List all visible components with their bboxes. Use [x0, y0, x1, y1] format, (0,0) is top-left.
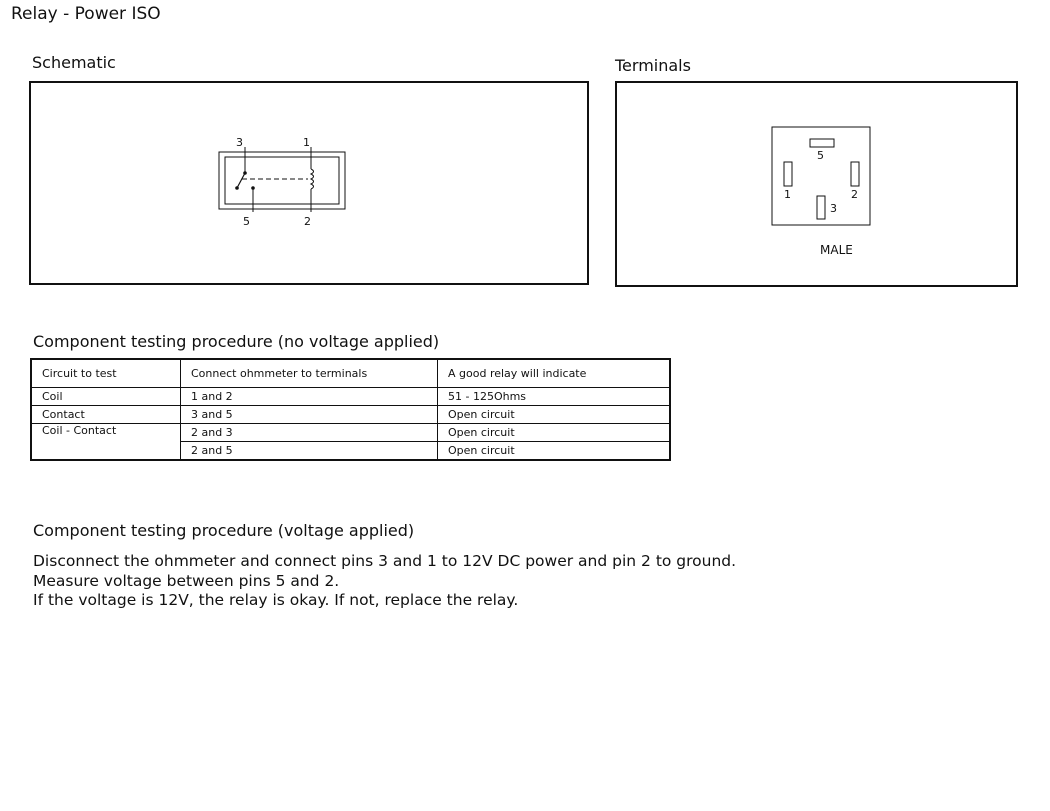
terminal-5-blade: [810, 139, 834, 147]
indication-cell: Open circuit: [438, 406, 671, 424]
schematic-pin-3-label: 3: [236, 136, 243, 149]
terminal-3-label: 3: [830, 202, 837, 215]
column-header-circuit: Circuit to test: [31, 359, 181, 388]
terminals-cell: 3 and 5: [181, 406, 438, 424]
terminals-cell: 1 and 2: [181, 388, 438, 406]
no-voltage-test-table: [30, 358, 671, 461]
terminal-3-blade: [817, 196, 825, 219]
terminal-layout-diagram: [617, 83, 1016, 285]
relay-schematic-diagram: [31, 83, 587, 283]
voltage-procedure-title: Component testing procedure (voltage applied): [33, 521, 415, 540]
voltage-procedure-instructions: [33, 552, 736, 611]
terminals-cell: 2 and 5: [181, 442, 438, 461]
schematic-title: Schematic: [32, 53, 116, 72]
relay-outer-housing: [219, 152, 345, 209]
terminal-1-blade: [784, 162, 792, 186]
relay-inner-housing: [225, 157, 339, 204]
column-header-terminals: Connect ohmmeter to terminals: [181, 359, 438, 388]
column-header-indication: A good relay will indicate: [438, 359, 671, 388]
table-header-row: [31, 359, 670, 388]
circuit-cell: Coil - Contact: [31, 424, 181, 461]
schematic-pin-1-label: 1: [303, 136, 310, 149]
table-row: [31, 406, 670, 424]
terminals-cell: 2 and 3: [181, 424, 438, 442]
switch-pivot: [235, 186, 239, 190]
page-title: Relay - Power ISO: [11, 4, 161, 24]
relay-base-outline: [772, 127, 870, 225]
schematic-pin-2-label: 2: [304, 215, 311, 228]
indication-cell: Open circuit: [438, 424, 671, 442]
indication-cell: 51 - 125Ohms: [438, 388, 671, 406]
table-row: [31, 388, 670, 406]
no-voltage-procedure-title: Component testing procedure (no voltage applied): [33, 332, 440, 351]
terminal-2-blade: [851, 162, 859, 186]
terminals-panel: [615, 81, 1018, 287]
instruction-line: Disconnect the ohmmeter and connect pins 3 and 1 to 12V DC power and pin 2 to ground.: [33, 552, 737, 570]
terminals-title: Terminals: [615, 56, 691, 75]
schematic-pin-5-label: 5: [243, 215, 250, 228]
terminal-2-label: 2: [851, 188, 858, 201]
circuit-cell: Contact: [31, 406, 181, 424]
schematic-panel: [29, 81, 589, 285]
switch-arm: [237, 173, 245, 188]
instruction-line: If the voltage is 12V, the relay is okay. If not, replace the relay.: [33, 591, 519, 609]
connector-gender-label: MALE: [820, 243, 853, 257]
table-row: [31, 424, 670, 442]
terminal-5-label: 5: [817, 149, 824, 162]
terminal-1-label: 1: [784, 188, 791, 201]
instruction-line: Measure voltage between pins 5 and 2.: [33, 571, 340, 590]
relay-coil: [311, 169, 314, 189]
circuit-cell: Coil: [31, 388, 181, 406]
indication-cell: Open circuit: [438, 442, 671, 461]
